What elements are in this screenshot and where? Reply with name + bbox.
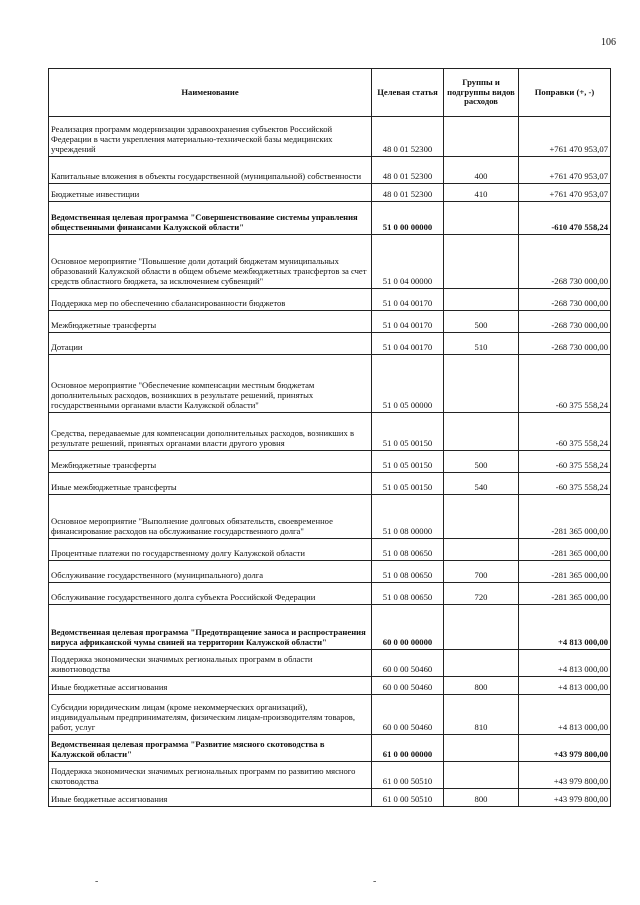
row-code: 51 0 05 00150: [372, 413, 444, 451]
table-row: [49, 333, 611, 355]
table-row: [49, 583, 611, 605]
row-name: Субсидии юридическим лицам (кроме некоммерческих организаций), индивидуальным предпринимателям, физическим лицам-производителям товаров, работ, услуг: [49, 695, 372, 735]
header-group: Группы и подгруппы видов расходов: [444, 69, 519, 117]
row-amount: +761 470 953,07: [519, 157, 611, 184]
row-code: 51 0 04 00000: [372, 235, 444, 289]
row-group: [444, 762, 519, 789]
row-name: Межбюджетные трансферты: [49, 311, 372, 333]
row-name: Межбюджетные трансферты: [49, 451, 372, 473]
row-amount: +4 813 000,00: [519, 605, 611, 650]
row-code: 51 0 05 00150: [372, 473, 444, 495]
table-row: [49, 677, 611, 695]
row-name: Иные межбюджетные трансферты: [49, 473, 372, 495]
table-row: [49, 650, 611, 677]
row-code: 61 0 00 50510: [372, 762, 444, 789]
row-amount: -60 375 558,24: [519, 473, 611, 495]
row-name: Реализация программ модернизации здравоохранения субъектов Российской Федерации в части укрепления материально-технической базы медицинских учреждений: [49, 117, 372, 157]
header-code: Целевая статья: [372, 69, 444, 117]
row-amount: -268 730 000,00: [519, 333, 611, 355]
row-name: Иные бюджетные ассигнования: [49, 789, 372, 807]
row-code: 51 0 04 00170: [372, 333, 444, 355]
row-group: 500: [444, 451, 519, 473]
row-amount: -281 365 000,00: [519, 561, 611, 583]
row-amount: +43 979 800,00: [519, 735, 611, 762]
row-group: [444, 605, 519, 650]
row-code: 61 0 00 50510: [372, 789, 444, 807]
row-amount: -281 365 000,00: [519, 539, 611, 561]
row-code: 60 0 00 50460: [372, 650, 444, 677]
row-group: 400: [444, 157, 519, 184]
budget-table: [48, 68, 611, 807]
row-amount: -60 375 558,24: [519, 451, 611, 473]
row-amount: -268 730 000,00: [519, 311, 611, 333]
row-name: Иные бюджетные ассигнования: [49, 677, 372, 695]
table-row: [49, 695, 611, 735]
row-group: [444, 650, 519, 677]
row-code: 60 0 00 50460: [372, 677, 444, 695]
row-code: 48 0 01 52300: [372, 157, 444, 184]
row-code: 51 0 05 00150: [372, 451, 444, 473]
row-group: [444, 539, 519, 561]
row-amount: -281 365 000,00: [519, 495, 611, 539]
table-row: [49, 413, 611, 451]
row-amount: +4 813 000,00: [519, 677, 611, 695]
row-name: Дотации: [49, 333, 372, 355]
row-amount: +4 813 000,00: [519, 650, 611, 677]
row-code: 51 0 04 00170: [372, 311, 444, 333]
row-name: Основное мероприятие "Обеспечение компенсации местным бюджетам дополнительных расходов, возникших в результате решений, принятых государственными органами власти Калужской области": [49, 355, 372, 413]
row-group: [444, 235, 519, 289]
table-row: [49, 789, 611, 807]
row-code: 51 0 08 00650: [372, 561, 444, 583]
row-name: Ведомственная целевая программа "Предотвращение заноса и распространения вируса африканской чумы свиней на территории Калужской области": [49, 605, 372, 650]
row-group: [444, 413, 519, 451]
row-code: 51 0 08 00650: [372, 583, 444, 605]
row-amount: -60 375 558,24: [519, 413, 611, 451]
table-body: [49, 117, 611, 807]
row-group: [444, 355, 519, 413]
table-row: [49, 184, 611, 202]
row-code: 51 0 00 00000: [372, 202, 444, 235]
row-name: Поддержка мер по обеспечению сбалансированности бюджетов: [49, 289, 372, 311]
table-row: [49, 605, 611, 650]
row-group: [444, 495, 519, 539]
row-group: 540: [444, 473, 519, 495]
row-group: 510: [444, 333, 519, 355]
row-amount: -268 730 000,00: [519, 235, 611, 289]
row-name: Обслуживание государственного (муниципального) долга: [49, 561, 372, 583]
row-amount: +761 470 953,07: [519, 117, 611, 157]
row-group: [444, 202, 519, 235]
row-amount: -281 365 000,00: [519, 583, 611, 605]
row-amount: -60 375 558,24: [519, 355, 611, 413]
row-group: 410: [444, 184, 519, 202]
row-name: Поддержка экономически значимых региональных программ по развитию мясного скотоводства: [49, 762, 372, 789]
table-row: [49, 311, 611, 333]
header-name: Наименование: [49, 69, 372, 117]
row-code: 60 0 00 00000: [372, 605, 444, 650]
table-row: [49, 762, 611, 789]
row-name: Капитальные вложения в объекты государственной (муниципальной) собственности: [49, 157, 372, 184]
row-code: 60 0 00 50460: [372, 695, 444, 735]
row-amount: +43 979 800,00: [519, 762, 611, 789]
table-row: [49, 539, 611, 561]
row-code: 51 0 08 00000: [372, 495, 444, 539]
table-row: [49, 561, 611, 583]
row-amount: +761 470 953,07: [519, 184, 611, 202]
row-code: 48 0 01 52300: [372, 184, 444, 202]
table-row: [49, 202, 611, 235]
header-amount: Поправки (+, -): [519, 69, 611, 117]
row-group: 500: [444, 311, 519, 333]
table-row: [49, 235, 611, 289]
row-group: 810: [444, 695, 519, 735]
row-code: 51 0 08 00650: [372, 539, 444, 561]
row-group: [444, 735, 519, 762]
row-group: 720: [444, 583, 519, 605]
row-amount: +4 813 000,00: [519, 695, 611, 735]
row-group: [444, 289, 519, 311]
table-row: [49, 289, 611, 311]
row-code: 61 0 00 00000: [372, 735, 444, 762]
row-name: Основное мероприятие "Выполнение долговых обязательств, своевременное финансирование расходов на обслуживание государственного долга": [49, 495, 372, 539]
footer-mark-left: -: [95, 876, 99, 887]
row-group: [444, 117, 519, 157]
table-row: [49, 355, 611, 413]
row-name: Поддержка экономически значимых региональных программ в области животноводства: [49, 650, 372, 677]
row-name: Основное мероприятие "Повышение доли дотаций бюджетам муниципальных образований Калужской области в общем объеме межбюджетных трансфертов за счет средств областного бюджета, за исключением субвенций": [49, 235, 372, 289]
table-row: [49, 473, 611, 495]
table-row: [49, 117, 611, 157]
table-row: [49, 157, 611, 184]
row-name: Средства, передаваемые для компенсации дополнительных расходов, возникших в результате решений, принятых органами власти другого уровня: [49, 413, 372, 451]
row-name: Бюджетные инвестиции: [49, 184, 372, 202]
table-header-row: [49, 69, 611, 117]
row-group: 800: [444, 677, 519, 695]
row-name: Процентные платежи по государственному долгу Калужской области: [49, 539, 372, 561]
row-group: 800: [444, 789, 519, 807]
footer-mark-right: -: [373, 876, 377, 887]
table-row: [49, 451, 611, 473]
row-name: Обслуживание государственного долга субъекта Российской Федерации: [49, 583, 372, 605]
row-amount: -268 730 000,00: [519, 289, 611, 311]
table-row: [49, 495, 611, 539]
row-amount: -610 470 558,24: [519, 202, 611, 235]
row-code: 48 0 01 52300: [372, 117, 444, 157]
row-code: 51 0 05 00000: [372, 355, 444, 413]
row-name: Ведомственная целевая программа "Совершенствование системы управления общественными финансами Калужской области": [49, 202, 372, 235]
row-amount: +43 979 800,00: [519, 789, 611, 807]
table-row: [49, 735, 611, 762]
page-number: 106: [601, 37, 616, 48]
row-code: 51 0 04 00170: [372, 289, 444, 311]
row-group: 700: [444, 561, 519, 583]
row-name: Ведомственная целевая программа "Развитие мясного скотоводства в Калужской области": [49, 735, 372, 762]
